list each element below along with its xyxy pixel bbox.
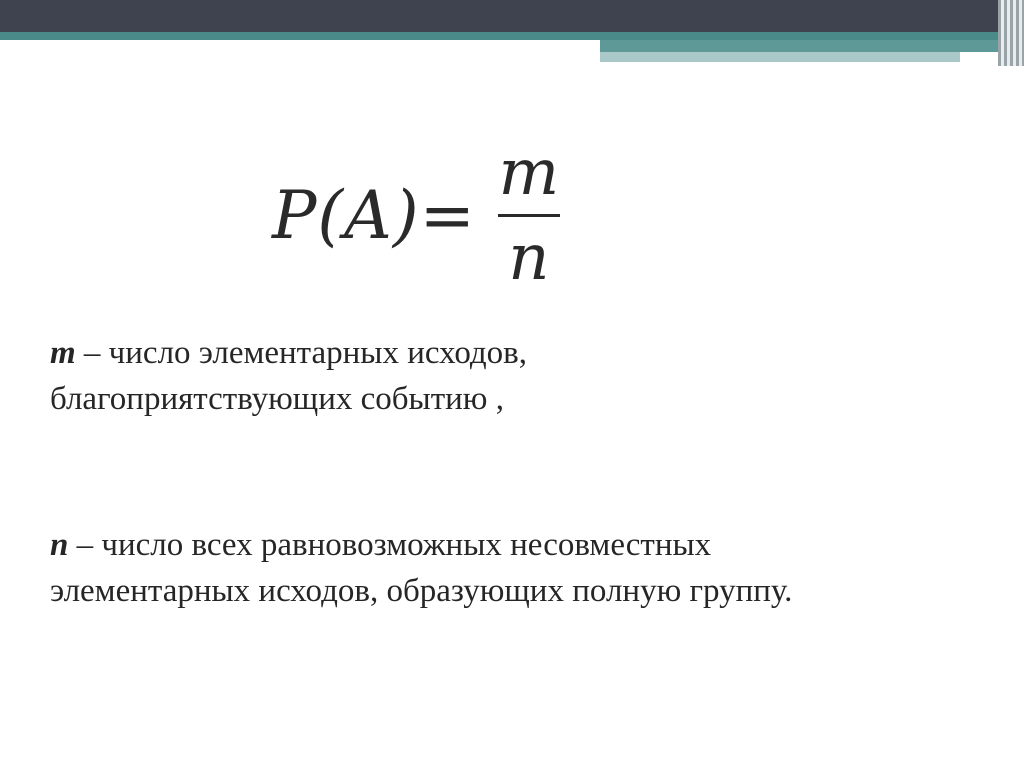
definition-symbol: m xyxy=(50,335,76,371)
definition-n xyxy=(50,522,792,614)
definition-text-line2: благоприятствующих событию , xyxy=(50,381,504,417)
fraction-bar xyxy=(498,214,560,217)
definition-text-line1: – число элементарных исходов, xyxy=(75,335,528,371)
formula-denominator: n xyxy=(508,220,550,295)
definition-m xyxy=(50,330,527,422)
header-bar xyxy=(0,0,1024,32)
definition-text-line2: элементарных исходов, образующих полную группу. xyxy=(50,573,793,609)
header-accent-bar-secondary xyxy=(600,40,1000,52)
header-accent-bar-light xyxy=(600,52,960,62)
header-accent-bar xyxy=(0,32,1000,40)
definition-text-line1: – число всех равновозможных несовместных xyxy=(68,527,712,563)
formula-fraction xyxy=(498,136,560,295)
formula-numerator: m xyxy=(498,135,560,210)
probability-formula xyxy=(272,130,560,300)
formula-lhs: P(A)= xyxy=(272,176,476,254)
definition-symbol: n xyxy=(50,527,69,563)
header-stripes xyxy=(998,0,1024,66)
